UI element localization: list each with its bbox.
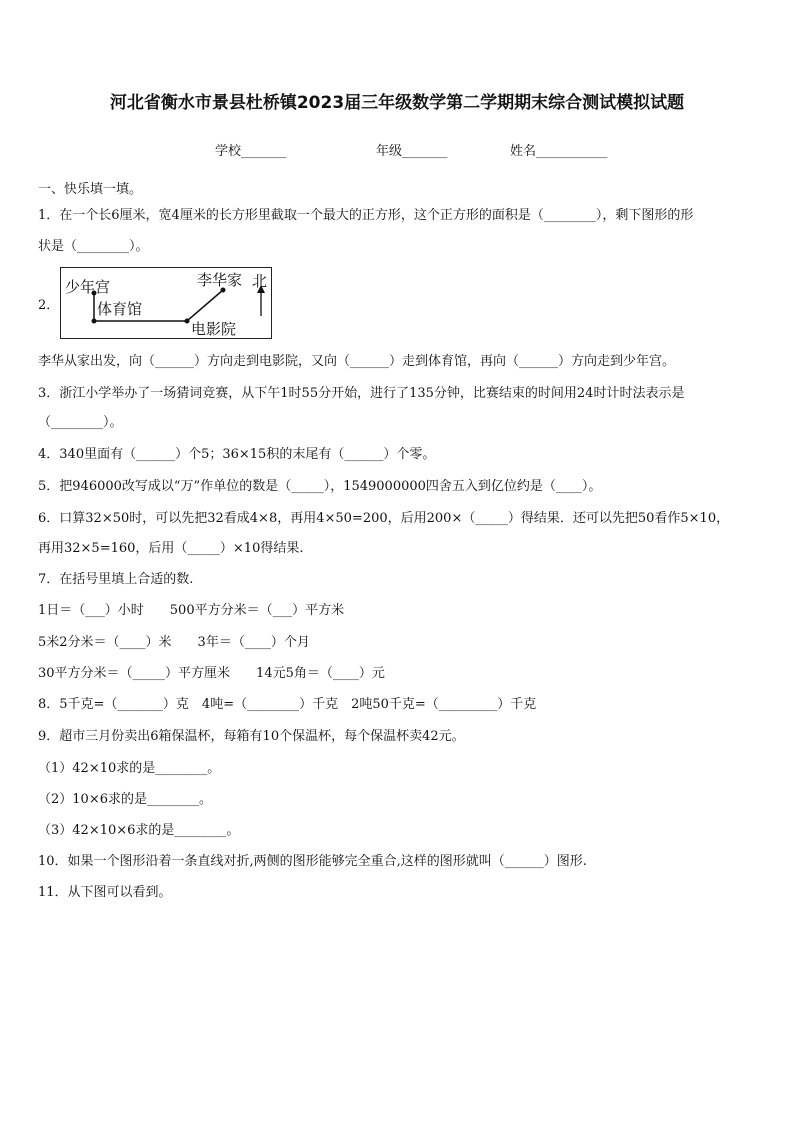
grade-field xyxy=(376,140,448,159)
school-blank[interactable]: _______ xyxy=(241,144,287,159)
dianying-point xyxy=(185,319,190,324)
question-1-line-2: 状是（________）。 xyxy=(38,239,149,254)
exam-title: 河北省衡水市景县杜桥镇2023届三年级数学第二学期期末综合测试模拟试题 xyxy=(109,93,685,113)
question-9-part-2: （2）10×6求的是________。 xyxy=(38,792,212,807)
question-3-line-2: （________）。 xyxy=(38,415,123,430)
label-north: 北 xyxy=(252,272,268,290)
school-label: 学校 xyxy=(215,144,242,159)
label-lihua: 李华家 xyxy=(197,271,243,289)
name-label: 姓名 xyxy=(510,144,537,159)
label-shaonian: 少年宫 xyxy=(65,278,111,296)
question-8: 8．5千克=（_______）克 4吨=（________）千克 2吨50千克=（_________）千克 xyxy=(38,697,537,712)
question-7-row-1: 1日＝（___）小时 500平方分米＝（___）平方米 xyxy=(38,603,345,618)
question-7: 7．在括号里填上合适的数. xyxy=(38,572,194,587)
route-diagram xyxy=(60,267,272,339)
name-blank[interactable]: ___________ xyxy=(536,144,608,159)
question-9-part-3: （3）42×10×6求的是________。 xyxy=(38,823,240,838)
question-3-line-1: 3．浙江小学举办了一场猜词竞赛，从下午1时55分开始，进行了135分钟，比赛结束的时间用24时计时法表示是 xyxy=(38,386,685,401)
name-field xyxy=(510,140,608,159)
label-dianying: 电影院 xyxy=(191,320,237,338)
question-9-part-1: （1）42×10求的是________。 xyxy=(38,761,221,776)
question-5: 5．把946000改写成以“万”作单位的数是（_____），1549000000四舍五入到亿位约是（____）。 xyxy=(38,479,602,494)
question-7-row-2: 5米2分米＝（____）米 3年＝（____）个月 xyxy=(38,635,310,650)
question-2-number: 2． xyxy=(38,298,60,313)
question-11: 11．从下图可以看到。 xyxy=(38,885,172,900)
question-9: 9．超市三月份卖出6箱保温杯，每箱有10个保温杯，每个保温杯卖42元。 xyxy=(38,729,465,744)
question-6-line-2: 再用32×5=160，后用（_____）×10得结果. xyxy=(38,541,304,556)
question-4: 4．340里面有（______）个5；36×15积的末尾有（______）个零。 xyxy=(38,447,436,462)
tiyu-point xyxy=(92,319,97,324)
question-7-row-3: 30平方分米＝（_____）平方厘米 14元5角＝（____）元 xyxy=(38,666,385,681)
school-field xyxy=(215,140,287,159)
question-6-line-1: 6．口算32×50时，可以先把32看成4×8，再用4×50=200，后用200×（_____）得结果．还可以先把50看作5×10， xyxy=(38,511,730,526)
section-heading: 一、快乐填一填。 xyxy=(38,182,143,197)
question-1-line-1: 1．在一个长6厘米，宽4厘米的长方形里截取一个最大的正方形，这个正方形的面积是（________），剩下图形的形 xyxy=(38,208,694,223)
grade-blank[interactable]: _______ xyxy=(402,144,448,159)
grade-label: 年级 xyxy=(376,144,403,159)
label-tiyu: 体育馆 xyxy=(97,300,143,318)
question-10: 10．如果一个图形沿着一条直线对折,两侧的图形能够完全重合,这样的图形就叫（______）图形. xyxy=(38,854,587,869)
question-2-text: 李华从家出发，向（______）方向走到电影院，又向（______）走到体育馆，再向（______）方向走到少年宫。 xyxy=(38,354,676,369)
